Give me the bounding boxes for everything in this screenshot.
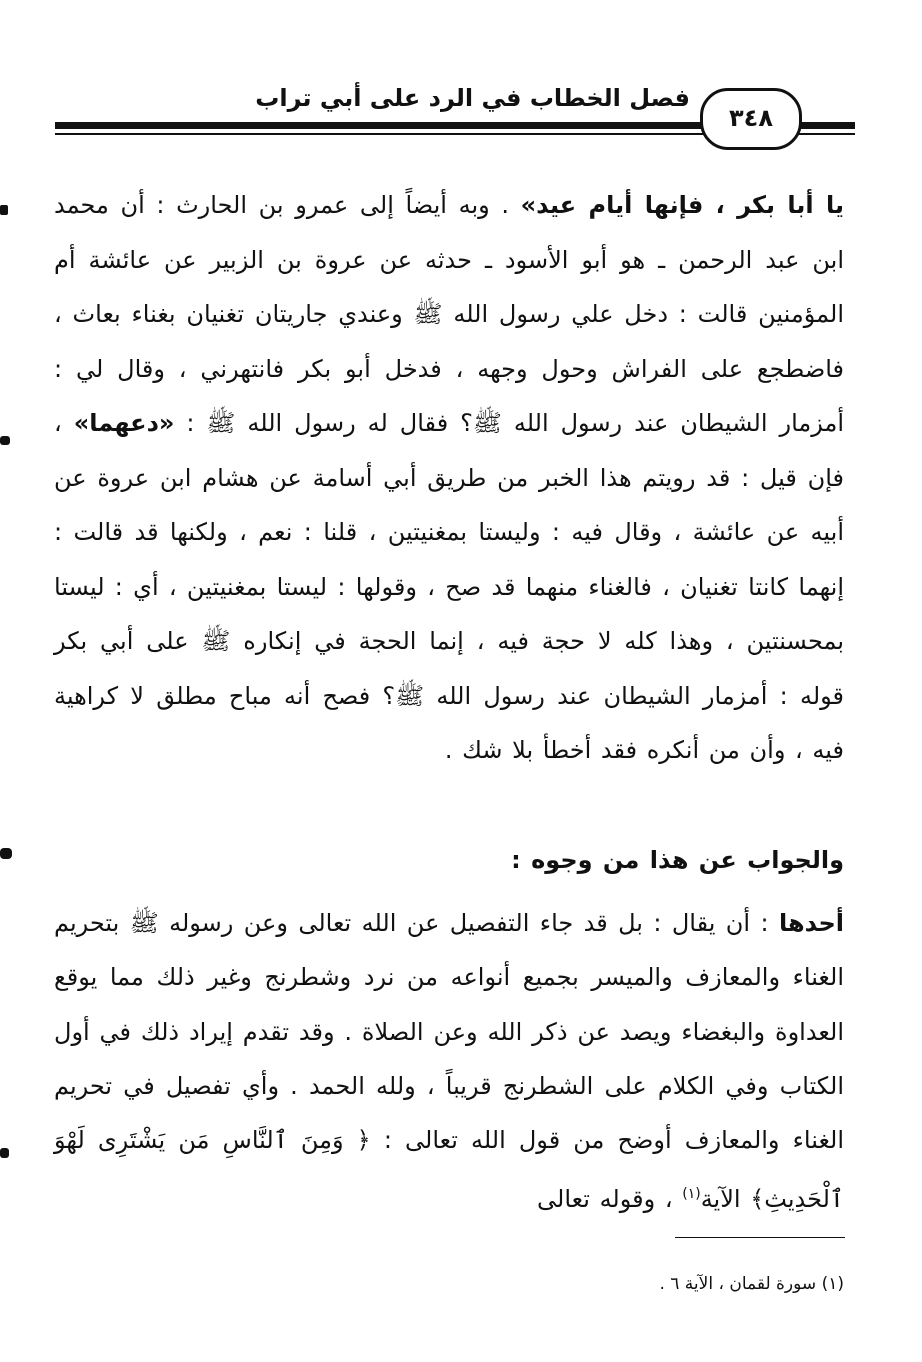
bold-quote: «دعهما» [73, 409, 175, 437]
margin-scan-mark [0, 1148, 9, 1158]
footnote-reference[interactable]: (١) [682, 1186, 701, 1203]
paragraph-text: : أن يقال : بل قد جاء التفصيل عن الله تعالى وعن رسوله ﷺ بتحريم الغناء والمعازف والميسر بجميع أنواعه من نرد وشطرنج وغير ذلك مما يوقع العداوة والبغضاء ويصد عن ذكر الله وعن الصلاة . وقد تقدم إيراد ذلك في أول الكتاب وفي الكلام على الشطرنج قريباً ، ولله الحمد . وأي تفصيل في تحريم الغناء والمعازف أوضح من قول الله تعالى : [54, 909, 845, 1155]
section-heading: والجواب عن هذا من وجوه : [511, 846, 844, 874]
paragraph-text: الآية [700, 1185, 751, 1214]
running-header-title: فصل الخطاب في الرد على أبي تراب [255, 84, 690, 112]
paragraph-text: ، وقوله تعالى [537, 1185, 683, 1214]
footnote-separator [675, 1237, 845, 1238]
paragraph-text: ، فإن قيل : قد رويتم هذا الخبر من طريق أبي أسامة عن هشام ابن عروة عن أبيه عن عائشة ، وقال فيه : وليستا بمغنيتين ، قلنا : نعم ، ولكنها قد قالت : إنهما كانتا تغنيان ، فالغناء منهما قد صح ، وقولها : ليستا بمغنيتين ، أي : ليستا بمحسنتين ، وهذا كله لا حجة فيه ، إنما الحجة في إنكاره ﷺ على أبي بكر قوله : أمزمار الشيطان عند رسول الله ﷺ؟ فصح أنه مباح مطلق لا كراهية فيه ، وأن من أنكره فقد أخطأ بلا شك . [54, 409, 844, 764]
margin-scan-mark [0, 436, 10, 445]
margin-scan-mark [0, 205, 8, 215]
footnote: (١) سورة لقمان ، الآية ٦ . [659, 1274, 844, 1294]
bold-lead-word: أحدها [778, 909, 844, 937]
paragraph-hadith [54, 178, 844, 778]
quran-quote: ﴿ وَمِنَ ٱلنَّاسِ مَن يَشْتَرِى لَهْوَ ٱلْحَدِيثِ﴾ [54, 1126, 844, 1214]
margin-scan-mark [0, 848, 12, 859]
paragraph-text: . وبه أيضاً إلى عمرو بن الحارث : أن محمد ابن عبد الرحمن ـ هو أبو الأسود ـ حدثه عن عروة بن الزبير عن عائشة أم المؤمنين قالت : دخل علي رسول الله ﷺ وعندي جاريتان تغنيان بغناء بعاث ، فاضطجع على الفراش وحول وجهه ، فدخل أبو بكر فانتهرني ، وقال لي : أمزمار الشيطان عند رسول الله ﷺ؟ فقال له رسول الله ﷺ : [54, 191, 844, 437]
page-number: ٣٤٨ [700, 88, 802, 150]
paragraph-answer [54, 896, 844, 1227]
bold-quote-end: يا أبا بكر ، فإنها أيام عيد» [520, 191, 844, 219]
